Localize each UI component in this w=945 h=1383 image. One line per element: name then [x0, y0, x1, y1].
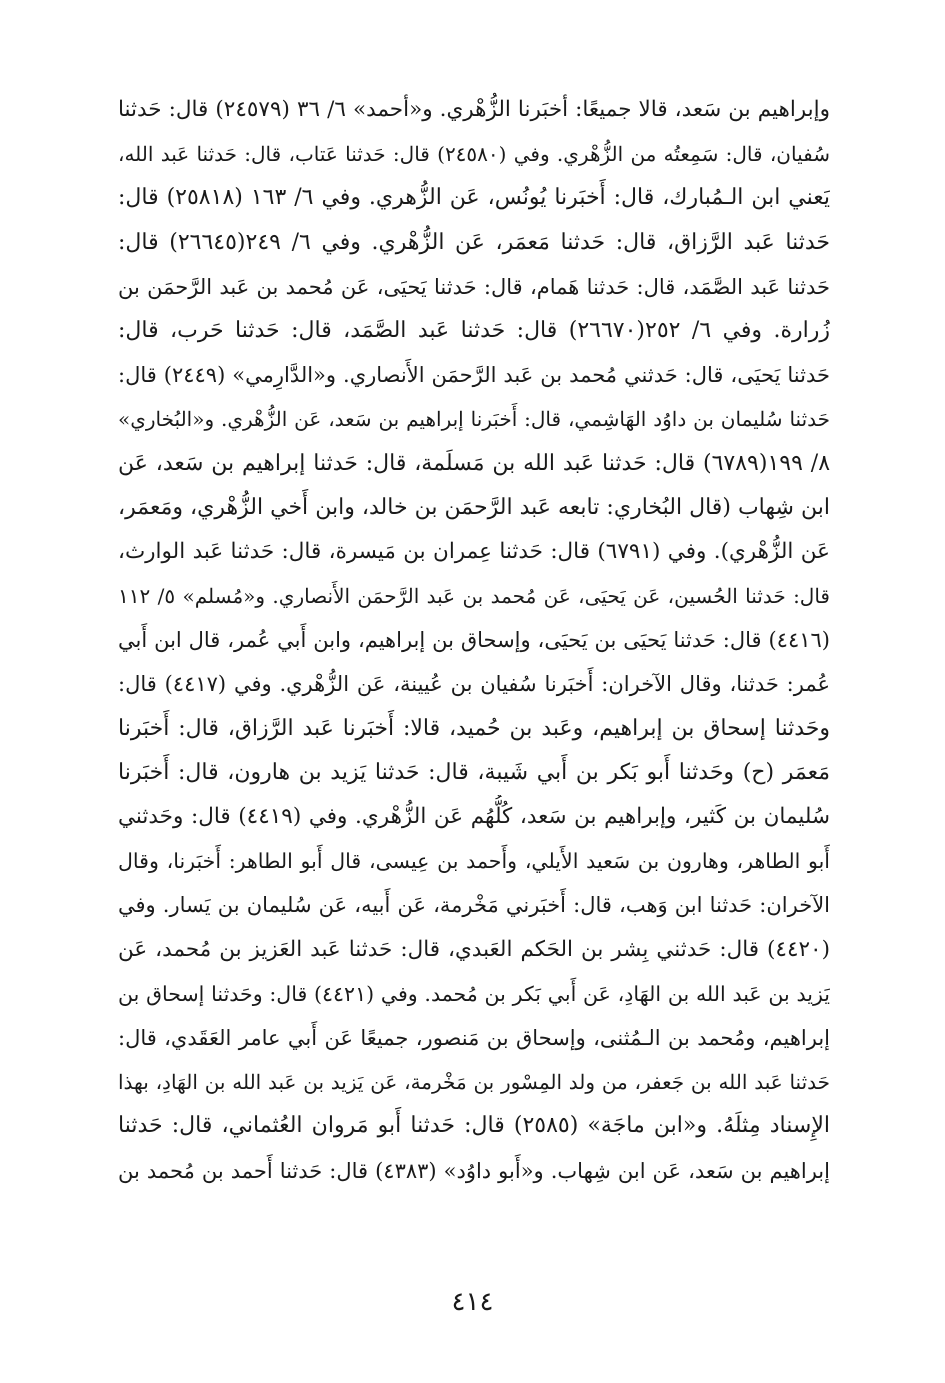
text-line-14: عُمر: حَدثنا، وقال الآخران: أَخبَرنا سُفيان بن عُيينة، عَن الزُّهْري. وفي (٤٤١٧) قال: [118, 672, 830, 697]
page-number: ٤١٤ [451, 1287, 494, 1317]
text-line-17: سُليمان بن كَثير، وإبراهيم بن سَعد، كُلُّهُم عَن الزُّهْري. وفي (٤٤١٩) قال: وحَدثني [118, 804, 830, 829]
text-line-10: ابن شِهاب (قال البُخاري: تابعه عَبد الرَّحمَن بن خالد، وابن أَخي الزُّهْري، ومَعمَر، [118, 494, 830, 520]
text-line-1: وإبراهيم بن سَعد، قالا جميعًا: أخبَرنا الزُّهْري. و«أحمد» ٦/ ٣٦ (٢٤٥٧٩) قال: حَدثنا [118, 97, 830, 122]
body-text [118, 88, 830, 1193]
text-line-19: الآخران: حَدثنا ابن وَهب، قال: أَخبَرني مَخْرمة، عَن أَبيه، عَن سُليمان بن يَسار. وفي [118, 893, 830, 918]
text-line-4: حَدثنا عَبد الرَّزاق، قال: حَدثنا مَعمَر، عَن الزُّهْري. وفي ٦/ ٢٤٩(٢٦٦٤٥) قال: [118, 229, 830, 255]
text-line-18: أَبو الطاهر، وهارون بن سَعيد الأَيلي، وأَحمد بن عِيسى، قال أَبو الطاهر: أَخبَرنا، وقال [118, 849, 830, 874]
text-line-22: إبراهيم، ومُحمد بن الـمُثنى، وإسحاق بن مَنصور، جميعًا عَن أَبي عامر العَقَدي، قال: [118, 1025, 830, 1050]
text-line-5: حَدثنا عَبد الصَّمَد، قال: حَدثنا هَمام، قال: حَدثنا يَحيَى، عَن مُحمد بن عَبد الرَّحمَن بن [118, 274, 830, 299]
text-line-2: سُفيان، قال: سَمِعتُه من الزُّهْري. وفي (٢٤٥٨٠) قال: حَدثنا عَتاب، قال: حَدثنا عَبد الله، [118, 142, 830, 167]
text-line-11: عَن الزُّهْري). وفي (٦٧٩١) قال: حَدثنا عِمران بن مَيسرة، قال: حَدثنا عَبد الوارث، [118, 538, 830, 564]
text-line-23: حَدثنا عَبد الله بن جَعفر، من ولد المِسْور بن مَخْرمة، عَن يَزيد بن عَبد الله بن الهَادِ، بهذا [118, 1070, 830, 1095]
text-line-6: زُرارة. وفي ٦/ ٢٥٢(٢٦٦٧٠) قال: حَدثنا عَبد الصَّمَد، قال: حَدثنا حَرب، قال: [118, 317, 830, 343]
text-line-7: حَدثنا يَحيَى، قال: حَدثني مُحمد بن عَبد الرَّحمَن الأَنصاري. و«الدَّارِمي» (٢٤٤٩) قال: [118, 363, 830, 388]
text-line-12: قال: حَدثنا الحُسين، عَن يَحيَى، عَن مُحمد بن عَبد الرَّحمَن الأَنصاري. و«مُسلم» ٥/ ١١٢ [118, 584, 830, 609]
text-line-15: وحَدثنا إسحاق بن إبراهيم، وعَبد بن حُميد، قالا: أَخبَرنا عَبد الرَّزاق، قال: أَخبَرنا [118, 715, 830, 741]
text-line-25: إبراهيم بن سَعد، عَن ابن شِهاب. و«أَبو داوُد» (٤٣٨٣) قال: حَدثنا أَحمد بن مُحمد بن [118, 1158, 830, 1183]
text-line-3: يَعني ابن الـمُبارك، قال: أَخبَرنا يُونُس، عَن الزُّهري. وفي ٦/ ١٦٣ (٢٥٨١٨) قال: [118, 185, 830, 211]
text-line-16: مَعمَر (ح) وحَدثنا أَبو بَكر بن أَبي شَيبة، قال: حَدثنا يَزيد بن هارون، قال: أَخبَرنا [118, 759, 830, 785]
text-line-13: (٤٤١٦) قال: حَدثنا يَحيَى بن يَحيَى، وإسحاق بن إبراهيم، وابن أَبي عُمر، قال ابن أَبي [118, 628, 830, 653]
text-line-21: يَزيد بن عَبد الله بن الهَادِ، عَن أَبي بَكر بن مُحمد. وفي (٤٤٢١) قال: وحَدثنا إسحاق بن [118, 981, 830, 1006]
text-line-8: حَدثنا سُليمان بن داوُد الهَاشِمي، قال: أَخبَرنا إبراهيم بن سَعد، عَن الزُّهْري. و«البُخاري» [118, 407, 830, 432]
text-line-9: ٨/ ١٩٩(٦٧٨٩) قال: حَدثنا عَبد الله بن مَسلَمة، قال: حَدثنا إبراهيم بن سَعد، عَن [118, 450, 830, 476]
text-line-24: الإِسناد مِثلَهُ. و«ابن ماجَة» (٢٥٨٥) قال: حَدثنا أَبو مَروان العُثماني، قال: حَدثنا [118, 1113, 830, 1139]
text-line-20: (٤٤٢٠) قال: حَدثني بِشر بن الحَكم العَبدي، قال: حَدثنا عَبد العَزيز بن مُحمد، عَن [118, 936, 830, 962]
